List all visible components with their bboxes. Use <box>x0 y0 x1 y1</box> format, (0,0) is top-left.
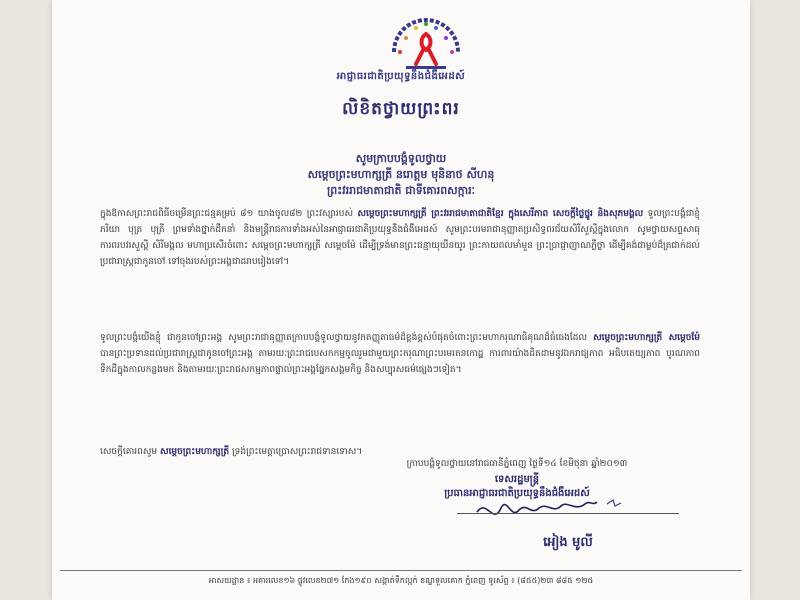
body-paragraph-2 <box>100 330 700 426</box>
letter-page <box>52 0 750 600</box>
salutation-line-1: សូមក្រាបបង្គំទូលថ្វាយ <box>355 152 447 165</box>
footer-divider <box>60 570 742 571</box>
paragraph-2-bold: សម្តេចព្រះមហាក្សត្រី សម្តេចម៉ែ <box>593 333 700 343</box>
closing-date-line: ក្រាបបង្គំទូលថ្វាយនៅរាជធានីភ្នំពេញ ថ្ងៃទី១៤ ខែមិថុនា ឆ្នាំ២០១៣ <box>406 459 628 469</box>
paragraph-3-rest: ទ្រង់ព្រះមេត្តាប្រោសព្រះរាជទានទោស។ <box>229 447 363 457</box>
paragraph-2-lead: ទូលព្រះបង្គំយើងខ្ញុំ ជាកូនចៅព្រះអង្គ សូមព្រះរាជានុញ្ញាតក្រាបបង្គំទូលថ្វាយនូវកតញ្ញុតាធម៌ដ៏ខ្ពង់ខ្ពស់បំផុតចំពោះព្រះមហាករុណាធិគុណដ៏ធំធេងដែល <box>100 333 594 343</box>
paragraph-1-bold: សម្តេចព្រះមហាក្សត្រី ព្រះវររាជមាតាជាតិខ្មែរ ក្នុងសេរីភាព សេចក្តីថ្លៃថ្នូរ និងសុភមង្គល <box>357 209 644 219</box>
signer-title: ប្រធានអាជ្ញាធរជាតិប្រយុទ្ធនឹងជំងឺអេដស៍ <box>444 488 590 499</box>
organization-name: អាជ្ញាធរជាតិប្រយុទ្ធនឹងជំងឺអេដស៍ <box>336 71 466 82</box>
paragraph-3-lead: សេចក្តីគោរពសូម <box>100 447 160 457</box>
salutation-line-2: សម្តេចព្រះមហាក្សត្រី នរោត្តម មុនិនាថ សីហនុ <box>307 168 495 181</box>
salutation-line-3: ព្រះវររាជមាតាជាតិ ជាទីគោរពសក្ការៈ <box>327 184 475 197</box>
paragraph-2-rest: បានព្រះប្រទានដល់ប្រជារាស្ត្រជាកូនចៅព្រះអង្គ តាមរយៈព្រះរាជបេសកកម្មចូលរួមជាមួយព្រះករុណាព្រះបរមរតនកោដ្ឋ ការពារយ៉ាងដិតដាមនូវឯករាជ្យភាព អធិបតេយ្យភាព បូរណភាពទឹកដីក្នុងកាលកន្លងមក និងតាមរយៈព្រះរាជសកម្មភាពផ្ទាល់ព្រះអង្គផ្នែកសង្គមកិច្ច និងសប្បុរសធម៌ផ្សេងៗទៀត។ <box>100 349 700 375</box>
document-title: លិខិតថ្វាយព្រះពរ <box>342 99 460 119</box>
handwritten-signature-icon <box>457 490 637 532</box>
red-ribbon-logo-icon <box>376 8 476 70</box>
signer-name: អៀង មូលី <box>543 535 593 550</box>
paragraph-3-bold: សម្តេចព្រះមហាក្សត្រី <box>160 447 230 457</box>
paragraph-1-lead: ក្នុងឱកាសព្រះរាជពិធីចម្រើនព្រះជន្មគម្រប់ ៨១ យាងចូល៨២ ព្រះវស្សារបស់ <box>100 209 358 219</box>
footer-address: អាសយដ្ឋាន ៖ អគារលេខ១៦ ផ្លូវលេខ២៧១ កែង១៩០ សង្កាត់ទឹកល្អក់ ខណ្ឌទួលគោក ភ្នំពេញ ទូរស័ព្ទ ៖ (៨៥៥)២៣ ៨៨៥ ១២៥ <box>208 576 594 585</box>
signature-line <box>457 513 679 514</box>
paragraph-1-rest: ទូលព្រះបង្គំជាខ្ញុំ ភរិយា បុត្រ បុត្រី ព្រមទាំងថ្នាក់ដឹកនាំ និងមន្ត្រីរាជការទាំងអស់នៃអាជ្ញាធរជាតិប្រយុទ្ធនឹងជំងឺអេដស៍ សូមព្រះបរមរាជានុញ្ញាតប្រសិទ្ធពរជ័យសិរីសួស្តីក្នុងលោក សូមថ្វាយសព្ទសាធុការពរបវរសួស្តី សិរីមង្គល មហាប្រសើរចំពោះ សម្តេចព្រះមហាក្សត្រី សម្តេចម៉ែ ដើម្បីទ្រង់មានព្រះជន្មាយុយឺនយូរ ព្រះកាយពលមាំមួន ព្រះប្រាជ្ញាញាណភ្លឺថ្លា ដើម្បីគង់ជាម្លប់ដ៏ត្រជាក់ដល់ប្រជារាស្ត្រជាកូនចៅ ទៅចុងរបស់ព្រះអង្គជាដរាបរៀងទៅ។ <box>100 209 701 267</box>
signer-role: ទេសរដ្ឋមន្ត្រី <box>494 474 540 485</box>
body-paragraph-1 <box>100 206 700 302</box>
